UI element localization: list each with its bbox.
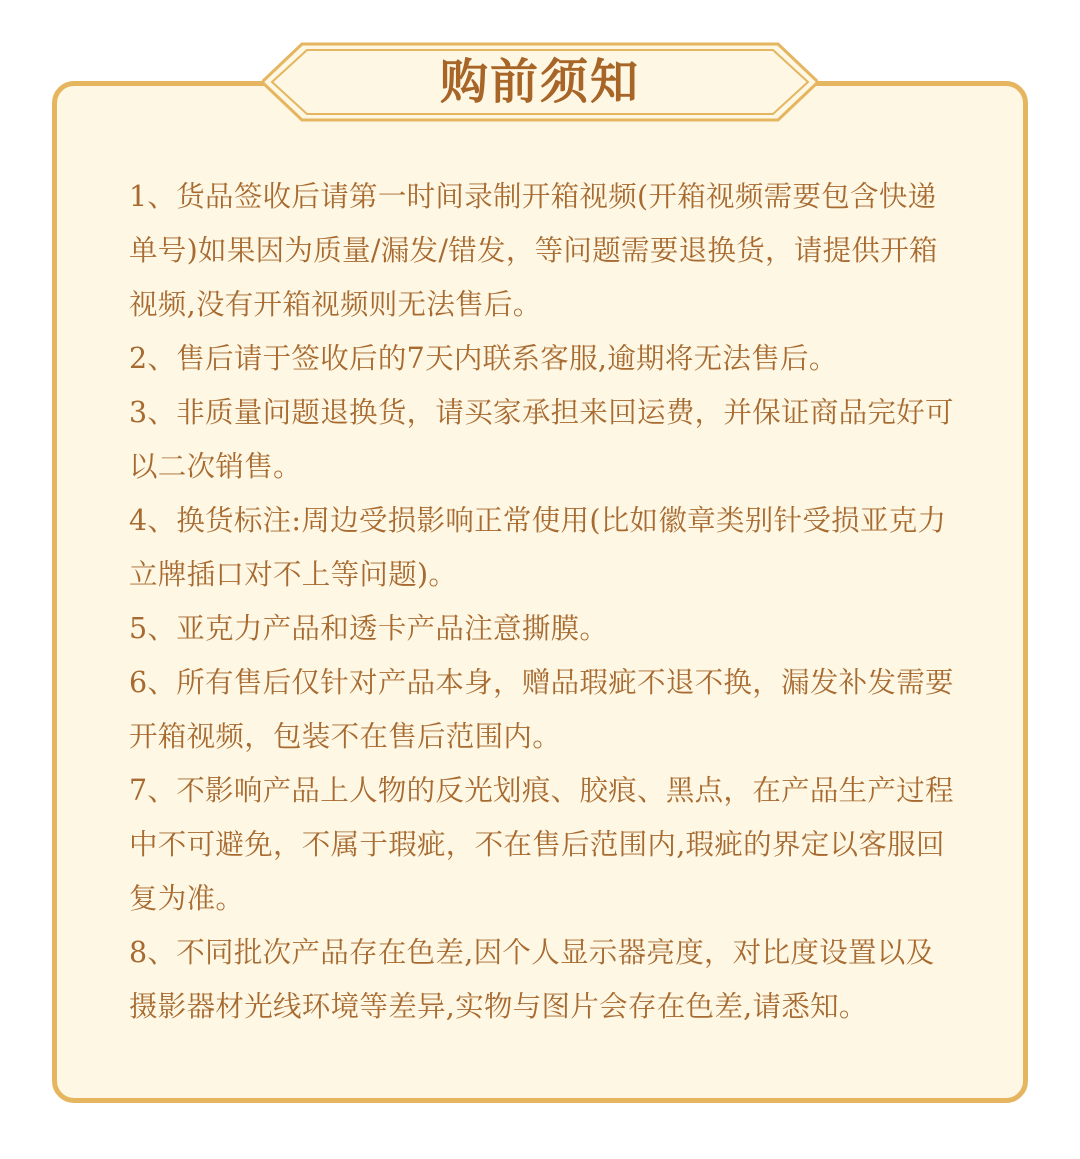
rule-item: 3、非质量问题退换货，请买家承担来回运费，并保证商品完好可以二次销售。 xyxy=(129,396,954,483)
rule-item: 2、售后请于签收后的7天内联系客服,逾期将无法售后。 xyxy=(129,342,838,375)
page-title: 购前须知 xyxy=(439,54,640,110)
rule-item: 5、亚克力产品和透卡产品注意撕膜。 xyxy=(129,612,609,645)
rule-item: 4、换货标注:周边受损影响正常使用(比如徽章类别针受损亚克力立牌插口对不上等问题)。 xyxy=(129,504,947,591)
rule-item: 6、所有售后仅针对产品本身，赠品瑕疵不退不换，漏发补发需要开箱视频，包装不在售后范围内。 xyxy=(129,666,954,753)
title-banner xyxy=(262,42,818,122)
rule-item: 1、货品签收后请第一时间录制开箱视频(开箱视频需要包含快递单号)如果因为质量/漏发/错发，等问题需要退换货，请提供开箱视频,没有开箱视频则无法售后。 xyxy=(129,180,938,321)
rule-item: 8、不同批次产品存在色差,因个人显示器亮度，对比度设置以及摄影器材光线环境等差异,实物与图片会存在色差,请悉知。 xyxy=(129,936,935,1023)
rules-list xyxy=(129,170,959,1034)
rule-item: 7、不影响产品上人物的反光划痕、胶痕、黑点，在产品生产过程中不可避免，不属于瑕疵，不在售后范围内,瑕疵的界定以客服回复为准。 xyxy=(129,774,954,915)
